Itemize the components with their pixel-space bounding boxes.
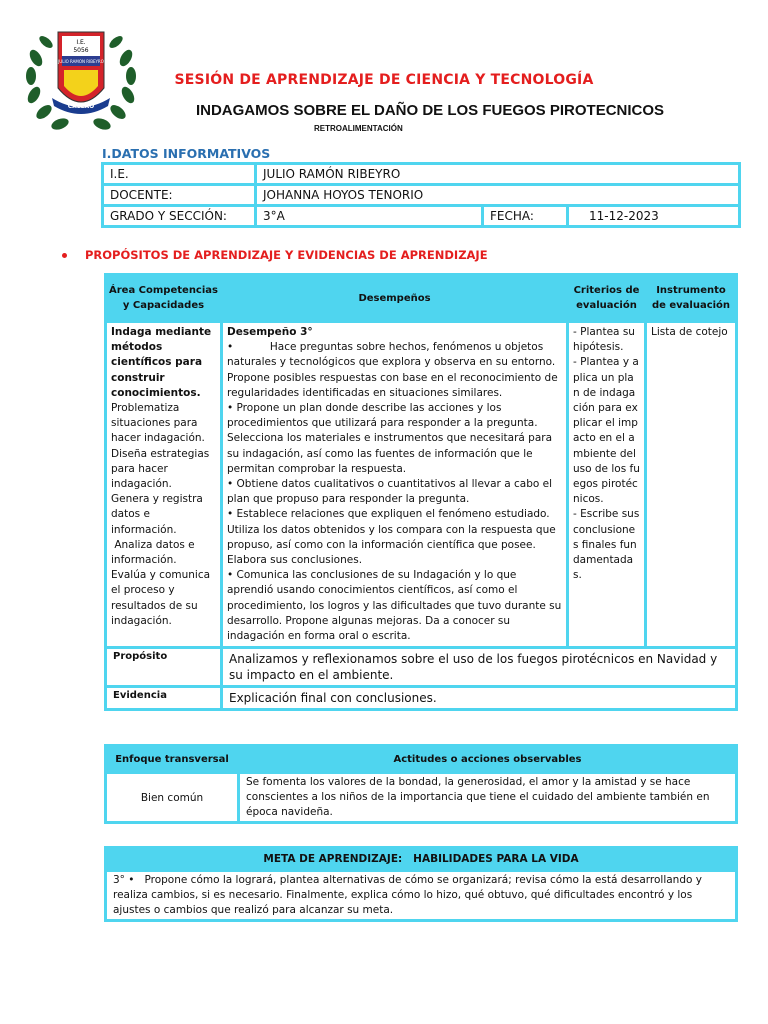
actitudes-value: Se fomenta los valores de la bondad, la generosidad, el amor y la amistad y se hace conscientes a los niños de la importancia que tiene el cuidado del ambiente también en época navideña. bbox=[240, 774, 735, 821]
criterio-item: - Plantea su hipótesis. bbox=[573, 326, 635, 354]
col-area: Área Competencias y Capacidades bbox=[107, 276, 220, 320]
session-tag: RETROALIMENTACIÓN bbox=[314, 124, 403, 133]
desempeno-item: • Establece relaciones que expliquen el fenómeno estudiado. Utiliza los datos obtenidos y los compara con la respuesta que propuso, así como con la información científica que posee. Elabora sus conclusiones. bbox=[227, 508, 556, 567]
propositos-heading bbox=[62, 248, 488, 262]
propositos-table bbox=[104, 273, 738, 711]
logo-number-text: 5056 bbox=[73, 47, 89, 54]
desempeno-item: • Hace preguntas sobre hechos, fenómenos u objetos naturales y tecnológicos que explora y observa en su entorno. Propone posibles respuestas con base en el reconocimiento de regularidades identificadas en situaciones similares. bbox=[227, 341, 558, 399]
instrumento-cell: Lista de cotejo bbox=[647, 323, 735, 646]
col-actitudes: Actitudes o acciones observables bbox=[240, 747, 735, 771]
logo-school-name-text: JULIO RAMON RIBEYRO bbox=[58, 59, 104, 64]
enfoque-table bbox=[104, 744, 738, 824]
fecha-label: FECHA: bbox=[484, 207, 566, 225]
criterios-cell bbox=[569, 323, 644, 646]
proposito-label: Propósito bbox=[107, 649, 220, 685]
area-cell bbox=[107, 323, 220, 646]
desempenos-cell bbox=[223, 323, 566, 646]
evidencia-value: Explicación final con conclusiones. bbox=[223, 688, 735, 708]
desempeno-item: • Propone un plan donde describe las acciones y los procedimientos que utilizará para responder a la pregunta. Selecciona los materiales e instrumentos que necesitará para su indagación, así como las fuentes de información que le permitan comprobar la respuesta. bbox=[227, 402, 553, 475]
bullet-icon bbox=[62, 253, 67, 258]
col-criterios: Criterios de evaluación bbox=[569, 276, 644, 320]
area-capacidad: Evalúa y comunica el proceso y resultados de su indagación. bbox=[111, 569, 211, 627]
logo-banner-text: CALLAO bbox=[67, 103, 95, 110]
desempeno-item: • Comunica las conclusiones de su Indagación y lo que aprendió usando conocimientos científicos, así como el procedimiento, los logros y las dificultades que tuvo durante su desarrollo. Propone algunas mejoras. Da a conocer su indagación en forma oral o escrita. bbox=[227, 569, 562, 643]
meta-table bbox=[104, 846, 738, 922]
docente-label: DOCENTE: bbox=[104, 186, 254, 204]
desempeno-title: Desempeño 3° bbox=[227, 326, 313, 338]
logo-ie-text: I.E. bbox=[76, 39, 86, 46]
area-capacidad: Problematiza situaciones para hacer indagación. bbox=[111, 402, 205, 445]
propositos-heading-text: PROPÓSITOS DE APRENDIZAJE Y EVIDENCIAS DE APRENDIZAJE bbox=[85, 248, 488, 262]
meta-heading: META DE APRENDIZAJE: HABILIDADES PARA LA VIDA bbox=[107, 849, 735, 869]
evidencia-label: Evidencia bbox=[107, 688, 220, 708]
area-capacidad: Genera y registra datos e información. bbox=[111, 493, 203, 536]
col-enfoque: Enfoque transversal bbox=[107, 747, 237, 771]
proposito-value: Analizamos y reflexionamos sobre el uso de los fuegos pirotécnicos en Navidad y su impacto en el ambiente. bbox=[223, 649, 735, 685]
meta-text: 3° • Propone cómo la logrará, plantea alternativas de cómo se organizará; revisa cómo la está desarrollando y realiza cambios, si es necesario. Finalmente, explica cómo lo hizo, qué obtuvo, qué dificultades encontró y los ajustes o cambios que realizó para alcanzar su meta. bbox=[107, 872, 735, 919]
enfoque-value: Bien común bbox=[107, 774, 237, 821]
session-title: SESIÓN DE APRENDIZAJE DE CIENCIA Y TECNOLOGÍA bbox=[174, 72, 594, 88]
grado-label: GRADO Y SECCIÓN: bbox=[104, 207, 254, 225]
criterio-item: - Escribe sus conclusiones finales fundamentadas. bbox=[573, 508, 640, 582]
ie-value: JULIO RAMÓN RIBEYRO bbox=[257, 165, 738, 183]
desempeno-item: • Obtiene datos cualitativos o cuantitativos al llevar a cabo el plan que propuso para responder la pregunta. bbox=[227, 478, 552, 506]
session-subtitle: INDAGAMOS SOBRE EL DAÑO DE LOS FUEGOS PIROTECNICOS bbox=[195, 102, 665, 119]
area-competencia: Indaga mediante métodos científicos para construir conocimientos. bbox=[111, 326, 212, 399]
datos-heading: I.DATOS INFORMATIVOS bbox=[102, 146, 271, 161]
docente-value: JOHANNA HOYOS TENORIO bbox=[257, 186, 738, 204]
col-instrumento: Instrumento de evaluación bbox=[647, 276, 735, 320]
criterio-item: - Plantea y aplica un plan de indagación para explicar el impacto en el ambiente del uso de los fuegos pirotécnicos. bbox=[573, 356, 640, 506]
datos-table bbox=[101, 162, 741, 228]
fecha-value: 11-12-2023 bbox=[569, 207, 738, 225]
area-capacidad: Diseña estrategias para hacer indagación. bbox=[111, 447, 210, 491]
area-capacidad: Analiza datos e información. bbox=[111, 538, 198, 567]
ie-label: I.E. bbox=[104, 165, 254, 183]
grado-value: 3°A bbox=[257, 207, 481, 225]
col-desempenos: Desempeños bbox=[223, 276, 566, 320]
